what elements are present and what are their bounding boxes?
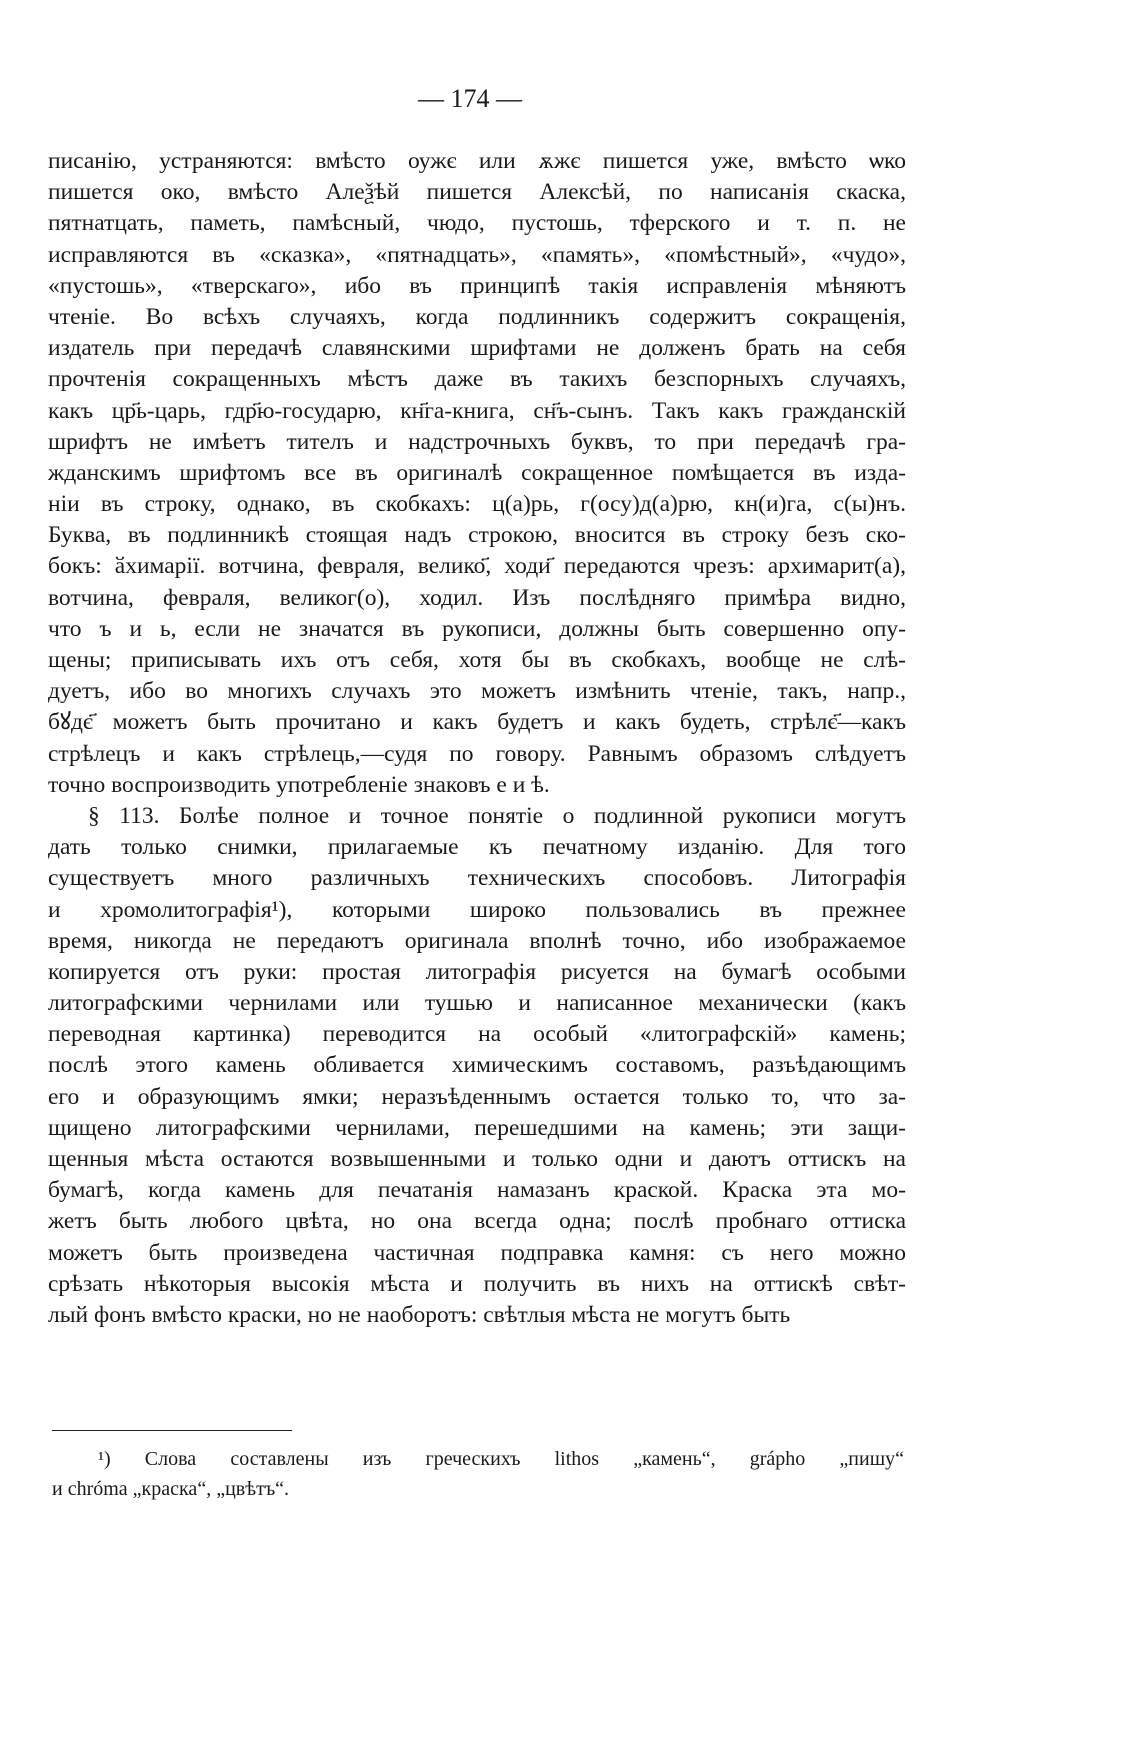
text-line: бꙋдє҃ можетъ быть прочитано и какъ будетъ и какъ будеть, стрѣлє҃—какъ xyxy=(48,709,906,736)
text-line: его и образующимъ ямки; неразъѣденнымъ остается только то, что за- xyxy=(48,1083,906,1110)
text-line: щищено литографскими чернилами, перешедшими на камень; эти защи- xyxy=(48,1114,906,1141)
text-line: что ъ и ь, если не значатся въ рукописи, должны быть совершенно опу- xyxy=(48,615,906,642)
text-line: вотчина, февраля, великог(о), ходил. Изъ послѣдняго примѣра видно, xyxy=(48,584,906,611)
text-line: точно воспроизводить употребленіе знаковъ е и ѣ. xyxy=(48,771,550,798)
text-line: переводная картинка) переводится на особый «литографскій» камень; xyxy=(48,1021,906,1048)
footnote xyxy=(52,1444,904,1504)
page-number: — 174 — xyxy=(418,84,522,113)
text-line: жданскимъ шрифтомъ все въ оригиналѣ сокращенное помѣщается въ изда- xyxy=(48,459,906,486)
text-line: § 113. Болѣе полное и точное понятіе о подлинной рукописи могутъ xyxy=(88,802,906,829)
text-line: можетъ быть произведена частичная подправка камня: съ него можно xyxy=(48,1239,906,1266)
text-line: чтеніе. Во всѣхъ случаяхъ, когда подлинникъ содержитъ сокращенія, xyxy=(48,303,906,330)
text-line: копируется отъ руки: простая литографія рисуется на бумагѣ особыми xyxy=(48,958,906,985)
text-line: бумагѣ, когда камень для печатанія намазанъ краской. Краска эта мо- xyxy=(48,1177,906,1204)
text-line: щенныя мѣста остаются возвышенными и только одни и даютъ оттискъ на xyxy=(48,1146,906,1172)
text-line: какъ цр҃ь-царь, гдр҃ю-государю, кн҃га-книга, сн҃ъ-сынъ. Такъ какъ гражданскій xyxy=(48,397,906,424)
text-line: ніи въ строку, однако, въ скобкахъ: ц(а)рь, г(осу)д(а)рю, кн(и)га, с(ы)нъ. xyxy=(48,491,906,518)
text-line: стрѣлецъ и какъ стрѣлець,—судя по говору. Равнымъ образомъ слѣдуетъ xyxy=(48,740,906,767)
text-line: пятнатцать, паметь, памѣсный, чюдо, пустошь, тферского и т. п. не xyxy=(48,210,906,237)
text-line: пишется око, вмѣсто Алеѯѣй пишется Алексѣй, по написанія скаска, xyxy=(48,179,906,206)
text-line: существуетъ много различныхъ техническихъ способовъ. Литографія xyxy=(48,865,906,892)
text-line: щены; приписывать ихъ отъ себя, хотя бы въ скобкахъ, вообще не слѣ- xyxy=(48,647,906,673)
text-line: бокъ: ӑхимарії. вотчина, февраля, велико҃, ходи҃ передаются чрезъ: архимарит(а), xyxy=(48,553,906,580)
text-line: Буква, въ подлинникѣ стоящая надъ строкою, вносится въ строку безъ ско- xyxy=(48,522,906,549)
text-line: «пустошь», «тверскаго», ибо въ принципѣ такія исправленія мѣняютъ xyxy=(48,272,906,299)
text-line: издатель при передачѣ славянскими шрифтами не долженъ брать на себя xyxy=(48,335,906,362)
text-line: дать только снимки, прилагаемые къ печатному изданію. Для того xyxy=(48,834,906,861)
text-line: шрифтъ не имѣетъ тителъ и надстрочныхъ буквъ, то при передачѣ гра- xyxy=(48,428,906,455)
footnote-divider xyxy=(52,1430,292,1431)
text-line: жетъ быть любого цвѣта, но она всегда одна; послѣ пробнаго оттиска xyxy=(48,1208,906,1235)
text-line: срѣзать нѣкоторыя высокія мѣста и получить въ нихъ на оттискѣ свѣт- xyxy=(48,1270,906,1297)
text-line: писанію, устраняются: вмѣсто оужє или ѫжє пишется уже, вмѣсто ѡко xyxy=(48,148,906,174)
text-line: послѣ этого камень обливается химическимъ составомъ, разъѣдающимъ xyxy=(48,1052,906,1079)
text-line: исправляются въ «сказка», «пятнадцать», «память», «помѣстный», «чудо», xyxy=(48,241,906,268)
text-line: время, никогда не передаютъ оригинала вполнѣ точно, ибо изображаемое xyxy=(48,927,906,954)
footnote-line: ¹) Слова составлены изъ греческихъ lithos „камень“, grápho „пишу“ xyxy=(98,1448,904,1470)
text-line: лый фонъ вмѣсто краски, но не наоборотъ: свѣтлыя мѣста не могутъ быть xyxy=(48,1301,791,1328)
text-line: литографскими чернилами или тушью и написанное механически (какъ xyxy=(48,990,906,1017)
footnote-line: и chróma „краска“, „цвѣтъ“. xyxy=(52,1478,290,1500)
body-text xyxy=(48,146,906,1331)
text-line: дуетъ, ибо во многихъ случахъ это можетъ измѣнить чтеніе, такъ, напр., xyxy=(48,678,906,705)
text-line: и хромолитографія¹), которыми широко пользовались въ прежнее xyxy=(48,896,906,923)
text-line: прочтенія сокращенныхъ мѣстъ даже въ такихъ безспорныхъ случаяхъ, xyxy=(48,366,906,393)
